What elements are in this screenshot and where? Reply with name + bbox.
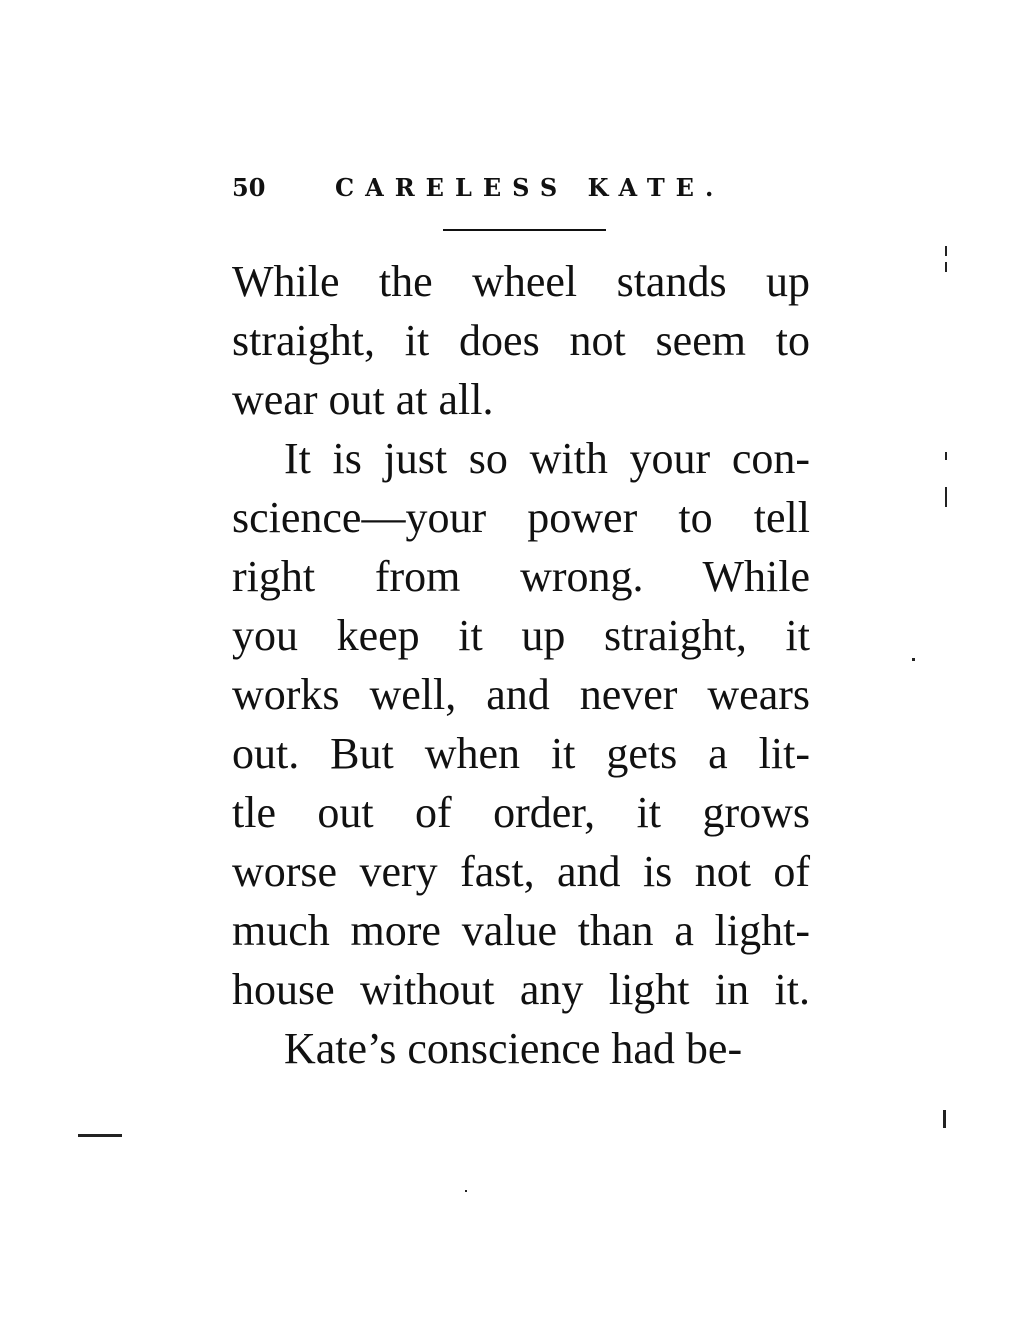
body-text: [232, 252, 810, 1078]
scan-speck: [78, 1134, 122, 1137]
text-line: house without any light in it.: [232, 965, 810, 1014]
header-rule: [443, 229, 606, 231]
scan-speck: [943, 1110, 946, 1128]
text-line: you keep it up straight, it: [232, 611, 810, 660]
text-line: While the wheel stands up: [232, 257, 810, 306]
text-line: tle out of order, it grows: [232, 788, 810, 837]
scan-speck: [945, 452, 947, 460]
text-line: science—your power to tell: [232, 493, 810, 542]
running-title: CARELESS KATE.: [335, 173, 725, 202]
text-line: It is just so with your con-: [284, 434, 810, 483]
text-line: works well, and never wears: [232, 670, 810, 719]
text-line: Kate’s conscience had be-: [284, 1024, 743, 1073]
scan-speck: [465, 1190, 467, 1192]
scan-speck: [945, 262, 947, 272]
text-line: worse very fast, and is not of: [232, 847, 810, 896]
page-number: 50: [232, 173, 266, 202]
text-line: right from wrong. While: [232, 552, 810, 601]
text-line: straight, it does not seem to: [232, 316, 810, 365]
scan-speck: [945, 246, 947, 256]
scan-speck: [912, 658, 915, 661]
text-line: out. But when it gets a lit-: [232, 729, 810, 778]
text-line: much more value than a light-: [232, 906, 810, 955]
running-head: [232, 168, 725, 208]
text-line: wear out at all.: [232, 375, 494, 424]
scan-speck: [945, 487, 947, 507]
